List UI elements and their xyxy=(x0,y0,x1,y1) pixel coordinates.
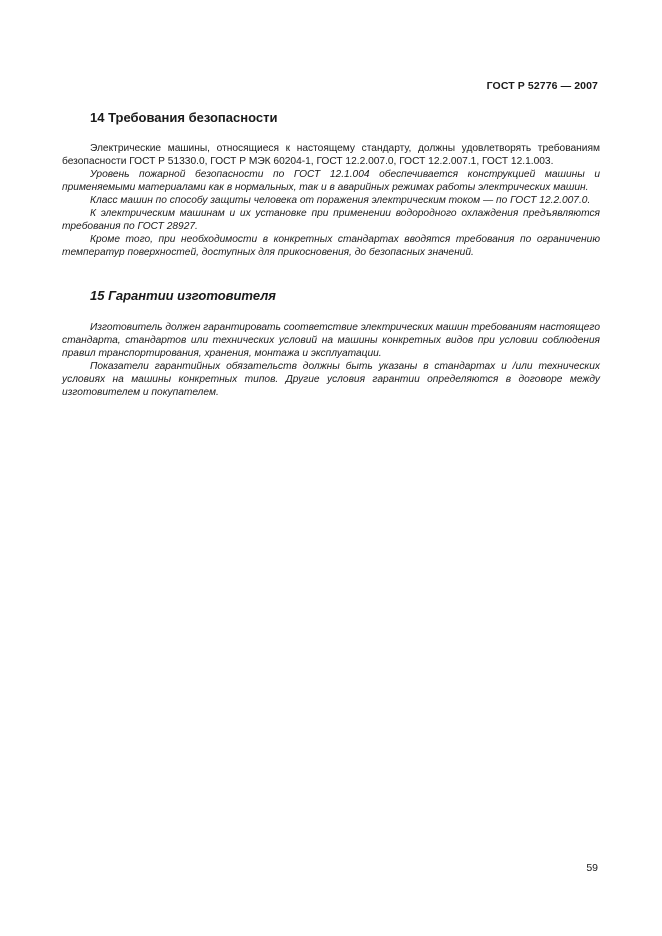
section-14-heading: 14 Требования безопасности xyxy=(90,110,278,125)
paragraph: Электрические машины, относящиеся к настоящему стандарту, должны удовлетворять требованиям безопасности ГОСТ Р 51330.0, ГОСТ Р МЭК 60204-1, ГОСТ 12.2.007.0, ГОСТ 12.2.007.1, ГОСТ 12.1.003. xyxy=(62,143,600,167)
paragraph: Кроме того, при необходимости в конкретных стандартах вводятся требования по ограничению температур поверхностей, доступных для прикосновения, до безопасных значений. xyxy=(62,234,600,258)
paragraph: Класс машин по способу защиты человека от поражения электрическим током — по ГОСТ 12.2.007.0. xyxy=(90,195,591,206)
section-15-manufacturer-warranty xyxy=(62,288,600,399)
document-code: ГОСТ Р 52776 — 2007 xyxy=(486,80,598,92)
page-number: 59 xyxy=(586,862,598,874)
section-14-safety-requirements xyxy=(62,110,600,259)
paragraph: Уровень пожарной безопасности по ГОСТ 12.1.004 обеспечивается конструкцией машины и применяемыми материалами как в нормальных, так и в аварийных режимах работы электрических машин. xyxy=(62,169,600,193)
paragraph: Показатели гарантийных обязательств должны быть указаны в стандартах и /или технических условиях на машины конкретных типов. Другие условия гарантии определяются в договоре между изготовителем и покупателем. xyxy=(62,361,600,398)
section-15-heading: 15 Гарантии изготовителя xyxy=(90,288,276,303)
paragraph: К электрическим машинам и их установке при применении водородного охлаждения предъявляются требования по ГОСТ 28927. xyxy=(62,208,600,232)
paragraph: Изготовитель должен гарантировать соответствие электрических машин требованиям настоящего стандарта, стандартов или технических условий на машины конкретных видов при условии соблюдения правил транспортирования, хранения, монтажа и эксплуатации. xyxy=(62,322,600,359)
